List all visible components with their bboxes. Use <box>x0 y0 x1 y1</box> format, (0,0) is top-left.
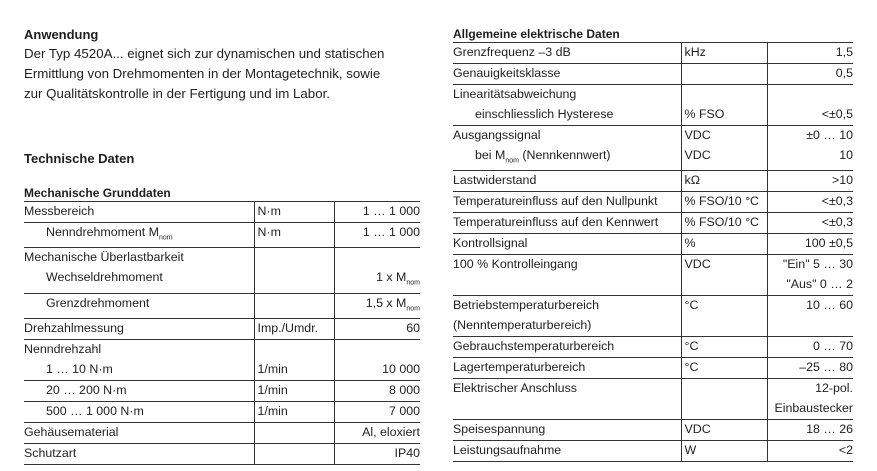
elektrische-daten-title: Allgemeine elektrische Daten <box>453 27 620 41</box>
row-unit: N·m <box>254 223 334 248</box>
table-row <box>24 423 420 444</box>
row-unit: W <box>681 441 767 462</box>
row-value: 1 … 1 000 <box>334 223 420 248</box>
table-row <box>24 319 420 340</box>
row-label <box>453 399 681 420</box>
row-unit <box>254 423 334 444</box>
table-row <box>24 223 420 248</box>
table-row <box>453 337 853 358</box>
row-unit: % FSO <box>681 105 767 126</box>
table-row <box>453 255 853 276</box>
row-label: Drehzahlmessung <box>24 319 254 340</box>
row-label: 20 … 200 N·m <box>24 381 254 402</box>
row-unit: % FSO/10 °C <box>681 213 767 234</box>
row-unit <box>681 316 767 337</box>
mechanische-grunddaten-title: Mechanische Grunddaten <box>24 186 171 200</box>
row-value <box>334 248 420 269</box>
row-value: 8 000 <box>334 381 420 402</box>
mechanical-table <box>24 201 420 465</box>
table-row <box>453 358 853 379</box>
row-value: 1,5 <box>767 43 853 64</box>
row-label: Gebrauchstemperaturbereich <box>453 337 681 358</box>
row-label: Lastwiderstand <box>453 171 681 192</box>
row-value: IP40 <box>334 444 420 465</box>
row-value: <±0,5 <box>767 105 853 126</box>
row-unit: VDC <box>681 420 767 441</box>
anwendung-title: Anwendung <box>24 27 99 42</box>
row-label: Genauigkeitsklasse <box>453 64 681 85</box>
row-value <box>767 85 853 106</box>
row-label: Temperatureinfluss auf den Kennwert <box>453 213 681 234</box>
row-unit: Imp./Umdr. <box>254 319 334 340</box>
table-row <box>453 296 853 317</box>
row-label: Kontrollsignal <box>453 234 681 255</box>
row-value: 60 <box>334 319 420 340</box>
technische-daten-title: Technische Daten <box>24 151 135 166</box>
row-label: (Nenntemperaturbereich) <box>453 316 681 337</box>
table-row <box>24 402 420 423</box>
table-row <box>453 85 853 106</box>
table-row <box>453 441 853 462</box>
row-label: Speisespannung <box>453 420 681 441</box>
table-row <box>453 420 853 441</box>
row-unit <box>254 293 334 318</box>
row-value: –25 … 80 <box>767 358 853 379</box>
row-value: ±0 … 10 <box>806 128 853 142</box>
row-unit <box>681 64 767 85</box>
row-label: Leistungsaufnahme <box>453 441 681 462</box>
row-unit: N·m <box>254 202 334 223</box>
row-unit: VDC <box>681 126 767 147</box>
row-value: 10 000 <box>334 360 420 381</box>
row-value: 0,5 <box>767 64 853 85</box>
row-value: <±0,3 <box>767 213 853 234</box>
row-value: 10 … 60 <box>806 298 853 313</box>
row-label: Temperatureinfluss auf den Nullpunkt <box>453 192 681 213</box>
row-value: 7 000 <box>334 402 420 423</box>
row-value: 12-pol. <box>815 381 853 396</box>
row-unit <box>254 340 334 361</box>
row-value <box>767 316 853 337</box>
row-unit: VDC <box>681 146 767 171</box>
row-unit: °C <box>681 296 767 317</box>
row-unit: % FSO/10 °C <box>681 192 767 213</box>
row-unit <box>254 444 334 465</box>
row-unit: kHz <box>681 43 767 64</box>
anwendung-line: Der Typ 4520A... eignet sich zur dynamischen und statischen <box>24 46 385 61</box>
row-value: "Ein" 5 … 30 <box>782 257 853 272</box>
table-row <box>24 268 420 293</box>
row-label: Messbereich <box>24 202 254 223</box>
row-unit <box>254 268 334 293</box>
table-row <box>24 293 420 318</box>
row-unit: % <box>681 234 767 255</box>
row-unit <box>681 85 767 106</box>
row-label: Wechseldrehmoment <box>24 268 254 293</box>
row-unit: VDC <box>681 255 767 276</box>
row-label: Nenndrehzahl <box>24 342 102 357</box>
row-value: Einbaustecker <box>767 399 853 420</box>
row-label: 1 … 10 N·m <box>24 360 254 381</box>
anwendung-text <box>24 44 420 104</box>
row-unit: 1/min <box>254 381 334 402</box>
row-label: Linearitätsabweichung <box>453 87 577 101</box>
row-unit: °C <box>681 337 767 358</box>
row-label: Grenzfrequenz –3 dB <box>453 43 681 64</box>
row-unit <box>681 399 767 420</box>
row-value: 1,5 x $M_{nom}$ <box>334 293 420 318</box>
row-value: 18 … 26 <box>767 420 853 441</box>
table-row <box>24 340 420 361</box>
row-value <box>334 340 420 361</box>
electrical-table <box>453 42 853 462</box>
table-row <box>453 43 853 64</box>
table-row <box>453 146 853 171</box>
row-unit <box>681 379 767 400</box>
row-unit <box>254 248 334 269</box>
row-value: Al, eloxiert <box>334 423 420 444</box>
row-unit <box>681 275 767 296</box>
row-unit: kΩ <box>681 171 767 192</box>
row-label: Elektrischer Anschluss <box>453 381 577 396</box>
table-row <box>453 399 853 420</box>
row-label: Gehäusematerial <box>24 423 254 444</box>
anwendung-line: zur Qualitätskontrolle in der Fertigung und im Labor. <box>24 86 330 101</box>
row-label: Grenzdrehmoment <box>24 293 254 318</box>
row-value: >10 <box>767 171 853 192</box>
row-unit: 1/min <box>254 402 334 423</box>
row-label <box>453 275 681 296</box>
row-value: 100 ±0,5 <box>767 234 853 255</box>
table-row <box>453 105 853 126</box>
row-unit: °C <box>681 358 767 379</box>
table-row <box>24 360 420 381</box>
row-label: Mechanische Überlastbarkeit <box>24 250 184 265</box>
table-row <box>24 202 420 223</box>
table-row <box>24 381 420 402</box>
table-row <box>24 248 420 269</box>
row-label: Schutzart <box>24 444 254 465</box>
anwendung-line: Ermittlung von Drehmomenten in der Montagetechnik, sowie <box>24 66 381 81</box>
row-value: <±0,3 <box>767 192 853 213</box>
row-value: "Aus" 0 … 2 <box>767 275 853 296</box>
row-label: 500 … 1 000 N·m <box>24 402 254 423</box>
row-label: Ausgangssignal <box>453 128 541 142</box>
row-value: 1 … 1 000 <box>334 202 420 223</box>
table-row <box>453 192 853 213</box>
row-label: Nenndrehmoment $M_{nom}$ <box>24 223 254 248</box>
table-row <box>24 444 420 465</box>
right-column <box>453 26 853 462</box>
table-row <box>453 126 853 147</box>
table-row <box>453 64 853 85</box>
row-label: bei $M_{nom}$ (Nennkennwert) <box>453 146 681 171</box>
row-value: 10 <box>767 146 853 171</box>
table-row <box>453 213 853 234</box>
table-row <box>453 379 853 400</box>
table-row <box>453 234 853 255</box>
table-row <box>453 171 853 192</box>
row-value: 1 x $M_{nom}$ <box>334 268 420 293</box>
row-unit: 1/min <box>254 360 334 381</box>
left-column <box>24 26 420 465</box>
row-label: Lagertemperaturbereich <box>453 358 681 379</box>
table-row <box>453 316 853 337</box>
row-label: einschliesslich Hysterese <box>453 105 681 126</box>
row-label: Betriebstemperaturbereich <box>453 298 600 313</box>
row-value: <2 <box>767 441 853 462</box>
row-value: 0 … 70 <box>767 337 853 358</box>
row-label: 100 % Kontrolleingang <box>453 257 578 272</box>
table-row <box>453 275 853 296</box>
